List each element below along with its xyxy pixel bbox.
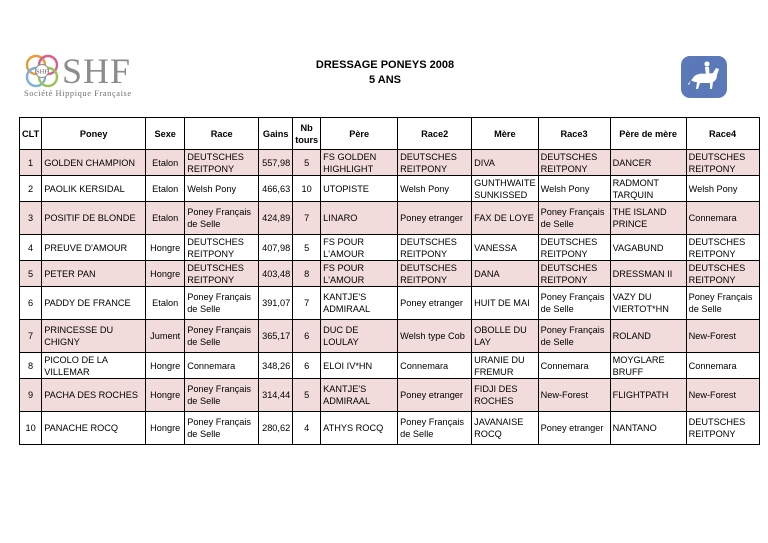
cell-mere: FIDJI DES ROCHES <box>472 379 538 412</box>
cell-pere: KANTJE'S ADMIRAAL <box>321 379 398 412</box>
table-row <box>20 353 760 379</box>
cell-clt: 6 <box>20 287 42 320</box>
col-header-sexe: Sexe <box>146 118 185 150</box>
col-header-race3: Race3 <box>538 118 610 150</box>
cell-race2: Poney etranger <box>398 287 472 320</box>
cell-race2: Welsh type Cob <box>398 320 472 353</box>
cell-poney: GOLDEN CHAMPION <box>42 150 146 176</box>
cell-race: DEUTSCHES REITPONY <box>185 150 259 176</box>
results-table <box>19 117 760 445</box>
cell-gains: 407,98 <box>259 235 293 261</box>
cell-clt: 9 <box>20 379 42 412</box>
table-row <box>20 379 760 412</box>
cell-race3: Poney Français de Selle <box>538 287 610 320</box>
table-body <box>20 150 760 445</box>
cell-pere-de-mere: DANCER <box>610 150 686 176</box>
cell-race3: DEUTSCHES REITPONY <box>538 150 610 176</box>
cell-race2: Connemara <box>398 353 472 379</box>
cell-pere: DUC DE LOULAY <box>321 320 398 353</box>
cell-race: DEUTSCHES REITPONY <box>185 235 259 261</box>
cell-clt: 10 <box>20 412 42 445</box>
table-row <box>20 320 760 353</box>
cell-pere: ATHYS ROCQ <box>321 412 398 445</box>
cell-poney: PADDY DE FRANCE <box>42 287 146 320</box>
cell-pere: LINARO <box>321 202 398 235</box>
cell-clt: 8 <box>20 353 42 379</box>
cell-mere: URANIE DU FREMUR <box>472 353 538 379</box>
table-row <box>20 261 760 287</box>
cell-mere: FAX DE LOYE <box>472 202 538 235</box>
cell-race4: New-Forest <box>686 320 759 353</box>
cell-clt: 1 <box>20 150 42 176</box>
cell-pere-de-mere: VAGABUND <box>610 235 686 261</box>
cell-sexe: Etalon <box>146 202 185 235</box>
cell-race2: DEUTSCHES REITPONY <box>398 235 472 261</box>
cell-sexe: Hongre <box>146 235 185 261</box>
cell-race: DEUTSCHES REITPONY <box>185 261 259 287</box>
cell-race4: DEUTSCHES REITPONY <box>686 412 759 445</box>
cell-race: Poney Français de Selle <box>185 287 259 320</box>
table-row <box>20 176 760 202</box>
cell-race: Poney Français de Selle <box>185 320 259 353</box>
cell-race2: Poney Français de Selle <box>398 412 472 445</box>
cell-race4: Connemara <box>686 353 759 379</box>
cell-pere-de-mere: RADMONT TARQUIN <box>610 176 686 202</box>
table-header-row <box>20 118 760 150</box>
table-row <box>20 202 760 235</box>
cell-sexe: Hongre <box>146 379 185 412</box>
cell-pere-de-mere: VAZY DU VIERTOT*HN <box>610 287 686 320</box>
cell-nb-tours: 7 <box>293 287 321 320</box>
cell-race3: New-Forest <box>538 379 610 412</box>
cell-race3: DEUTSCHES REITPONY <box>538 235 610 261</box>
cell-race4: Welsh Pony <box>686 176 759 202</box>
cell-race3: Poney Français de Selle <box>538 202 610 235</box>
cell-gains: 391,07 <box>259 287 293 320</box>
cell-race4: DEUTSCHES REITPONY <box>686 261 759 287</box>
cell-race: Welsh Pony <box>185 176 259 202</box>
cell-nb-tours: 5 <box>293 379 321 412</box>
cell-pere: FS POUR L'AMOUR <box>321 261 398 287</box>
cell-pere: UTOPISTE <box>321 176 398 202</box>
col-header-gains: Gains <box>259 118 293 150</box>
cell-gains: 280,62 <box>259 412 293 445</box>
four-rings-logo-icon <box>22 52 66 92</box>
cell-pere: KANTJE'S ADMIRAAL <box>321 287 398 320</box>
cell-poney: PACHA DES ROCHES <box>42 379 146 412</box>
cell-race2: Welsh Pony <box>398 176 472 202</box>
col-header-clt: CLT <box>20 118 42 150</box>
col-header-race2: Race2 <box>398 118 472 150</box>
cell-gains: 403,48 <box>259 261 293 287</box>
cell-poney: PETER PAN <box>42 261 146 287</box>
logo-subtitle: Société Hippique Française <box>24 89 132 98</box>
table-row <box>20 235 760 261</box>
cell-sexe: Hongre <box>146 353 185 379</box>
cell-mere: JAVANAISE ROCQ <box>472 412 538 445</box>
cell-race4: DEUTSCHES REITPONY <box>686 235 759 261</box>
page-title: DRESSAGE PONEYS 2008 <box>315 59 455 71</box>
cell-clt: 7 <box>20 320 42 353</box>
page-subtitle: 5 ANS <box>369 74 401 86</box>
cell-pere: FS POUR L'AMOUR <box>321 235 398 261</box>
dressage-rider-icon <box>681 56 727 98</box>
cell-pere-de-mere: MOYGLARE BRUFF <box>610 353 686 379</box>
cell-mere: OBOLLE DU LAY <box>472 320 538 353</box>
cell-race: Poney Français de Selle <box>185 412 259 445</box>
cell-gains: 466,63 <box>259 176 293 202</box>
cell-clt: 2 <box>20 176 42 202</box>
shf-logo <box>22 52 147 100</box>
cell-pere-de-mere: ROLAND <box>610 320 686 353</box>
table-row <box>20 287 760 320</box>
cell-clt: 3 <box>20 202 42 235</box>
cell-nb-tours: 8 <box>293 261 321 287</box>
cell-race3: Connemara <box>538 353 610 379</box>
col-header-pere-de-mere: Père de mère <box>610 118 686 150</box>
cell-nb-tours: 5 <box>293 235 321 261</box>
cell-sexe: Hongre <box>146 412 185 445</box>
cell-sexe: Jument <box>146 320 185 353</box>
cell-gains: 424,89 <box>259 202 293 235</box>
table-row <box>20 412 760 445</box>
cell-nb-tours: 10 <box>293 176 321 202</box>
cell-poney: POSITIF DE BLONDE <box>42 202 146 235</box>
cell-mere: HUIT DE MAI <box>472 287 538 320</box>
cell-pere-de-mere: FLIGHTPATH <box>610 379 686 412</box>
cell-race4: New-Forest <box>686 379 759 412</box>
cell-race2: DEUTSCHES REITPONY <box>398 150 472 176</box>
cell-pere: ELOI IV*HN <box>321 353 398 379</box>
cell-nb-tours: 4 <box>293 412 321 445</box>
cell-race: Poney Français de Selle <box>185 202 259 235</box>
cell-gains: 348,26 <box>259 353 293 379</box>
cell-sexe: Hongre <box>146 261 185 287</box>
cell-race3: Poney etranger <box>538 412 610 445</box>
discipline-badge <box>681 56 727 98</box>
cell-poney: PRINCESSE DU CHIGNY <box>42 320 146 353</box>
cell-clt: 4 <box>20 235 42 261</box>
cell-gains: 557,98 <box>259 150 293 176</box>
cell-race2: Poney etranger <box>398 202 472 235</box>
col-header-nb-tours: Nb tours <box>293 118 321 150</box>
cell-pere: FS GOLDEN HIGHLIGHT <box>321 150 398 176</box>
cell-sexe: Etalon <box>146 176 185 202</box>
cell-pere-de-mere: THE ISLAND PRINCE <box>610 202 686 235</box>
table-row <box>20 150 760 176</box>
cell-sexe: Etalon <box>146 287 185 320</box>
cell-gains: 365,17 <box>259 320 293 353</box>
cell-clt: 5 <box>20 261 42 287</box>
col-header-pere: Père <box>321 118 398 150</box>
cell-mere: DANA <box>472 261 538 287</box>
cell-pere-de-mere: NANTANO <box>610 412 686 445</box>
cell-race: Connemara <box>185 353 259 379</box>
cell-nb-tours: 6 <box>293 320 321 353</box>
cell-race4: Connemara <box>686 202 759 235</box>
cell-race2: DEUTSCHES REITPONY <box>398 261 472 287</box>
cell-nb-tours: 6 <box>293 353 321 379</box>
col-header-race4: Race4 <box>686 118 759 150</box>
cell-poney: PANACHE ROCQ <box>42 412 146 445</box>
col-header-race: Race <box>185 118 259 150</box>
cell-race3: Poney Français de Selle <box>538 320 610 353</box>
logo-brand: SHF <box>62 51 132 91</box>
cell-race4: Poney Français de Selle <box>686 287 759 320</box>
cell-race2: Poney etranger <box>398 379 472 412</box>
cell-mere: VANESSA <box>472 235 538 261</box>
page-title-block <box>250 58 520 88</box>
col-header-mere: Mère <box>472 118 538 150</box>
cell-poney: PAOLIK KERSIDAL <box>42 176 146 202</box>
cell-mere: GUNTHWAITE SUNKISSED <box>472 176 538 202</box>
cell-poney: PICOLO DE LA VILLEMAR <box>42 353 146 379</box>
col-header-poney: Poney <box>42 118 146 150</box>
cell-sexe: Etalon <box>146 150 185 176</box>
cell-mere: DIVA <box>472 150 538 176</box>
logo-monogram: SHF <box>36 68 48 76</box>
cell-race: Poney Français de Selle <box>185 379 259 412</box>
cell-race4: DEUTSCHES REITPONY <box>686 150 759 176</box>
cell-gains: 314,44 <box>259 379 293 412</box>
cell-nb-tours: 5 <box>293 150 321 176</box>
cell-race3: DEUTSCHES REITPONY <box>538 261 610 287</box>
cell-nb-tours: 7 <box>293 202 321 235</box>
cell-poney: PREUVE D'AMOUR <box>42 235 146 261</box>
cell-pere-de-mere: DRESSMAN II <box>610 261 686 287</box>
cell-race3: Welsh Pony <box>538 176 610 202</box>
